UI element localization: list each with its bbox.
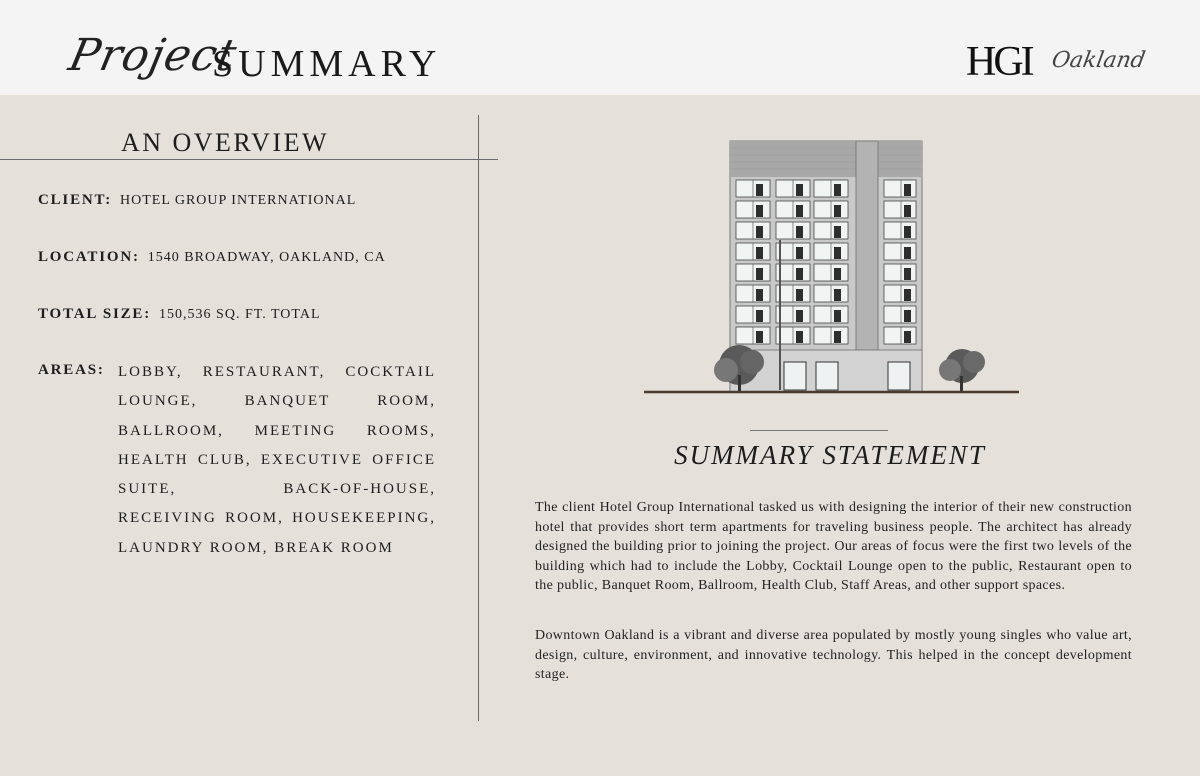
client-field xyxy=(38,192,356,209)
location-value: 1540 BROADWAY, OAKLAND, CA xyxy=(147,250,386,265)
location-field xyxy=(38,249,386,266)
size-value: 150,536 SQ. FT. TOTAL xyxy=(159,307,321,322)
title-script: Project xyxy=(64,30,242,81)
page-header xyxy=(0,0,1200,95)
vertical-divider xyxy=(478,115,479,721)
location-label: LOCATION: xyxy=(38,249,140,265)
overview-heading: AN OVERVIEW xyxy=(120,128,330,157)
summary-paragraph-2: Downtown Oakland is a vibrant and diverse area populated by mostly young singles who value art, design, culture, environment, and innovative technology. This helped in the concept development stage. xyxy=(535,628,1132,683)
overview-rule xyxy=(0,159,498,160)
areas-value: LOBBY, RESTAURANT, COCKTAIL LOUNGE, BANQUET ROOM, BALLROOM, MEETING ROOMS, HEALTH CLUB, EXECUTIVE OFFICE SUITE, BACK-OF-HOUSE, RECEIVING ROOM, HOUSEKEEPING, LAUNDRY ROOM, BREAK ROOM xyxy=(118,364,436,556)
client-label: CLIENT: xyxy=(38,192,112,208)
logo-wordmark: HGI xyxy=(966,39,1032,85)
building-elevation-drawing xyxy=(644,140,1024,400)
client-value: HOTEL GROUP INTERNATIONAL xyxy=(120,193,357,208)
summary-heading: SUMMARY STATEMENT xyxy=(674,440,986,470)
size-label: TOTAL SIZE: xyxy=(38,306,152,322)
summary-paragraph-1: The client Hotel Group International tasked us with designing the interior of their new construction hotel that provides short term apartments for traveling business people. The architect has already designed the building prior to joining the project. Our areas of focus were the first two levels of the building which had to include the Lobby, Cocktail Lounge open to the public, Restaurant open to the public, Banquet Room, Ballroom, Health Club, Staff Areas, and other support spaces. xyxy=(535,500,1132,594)
areas-label: AREAS: xyxy=(38,362,105,378)
summary-rule xyxy=(750,430,888,431)
logo-city: Oakland xyxy=(1049,48,1148,73)
page-title: SUMMARY xyxy=(212,43,442,85)
size-field xyxy=(38,306,321,323)
